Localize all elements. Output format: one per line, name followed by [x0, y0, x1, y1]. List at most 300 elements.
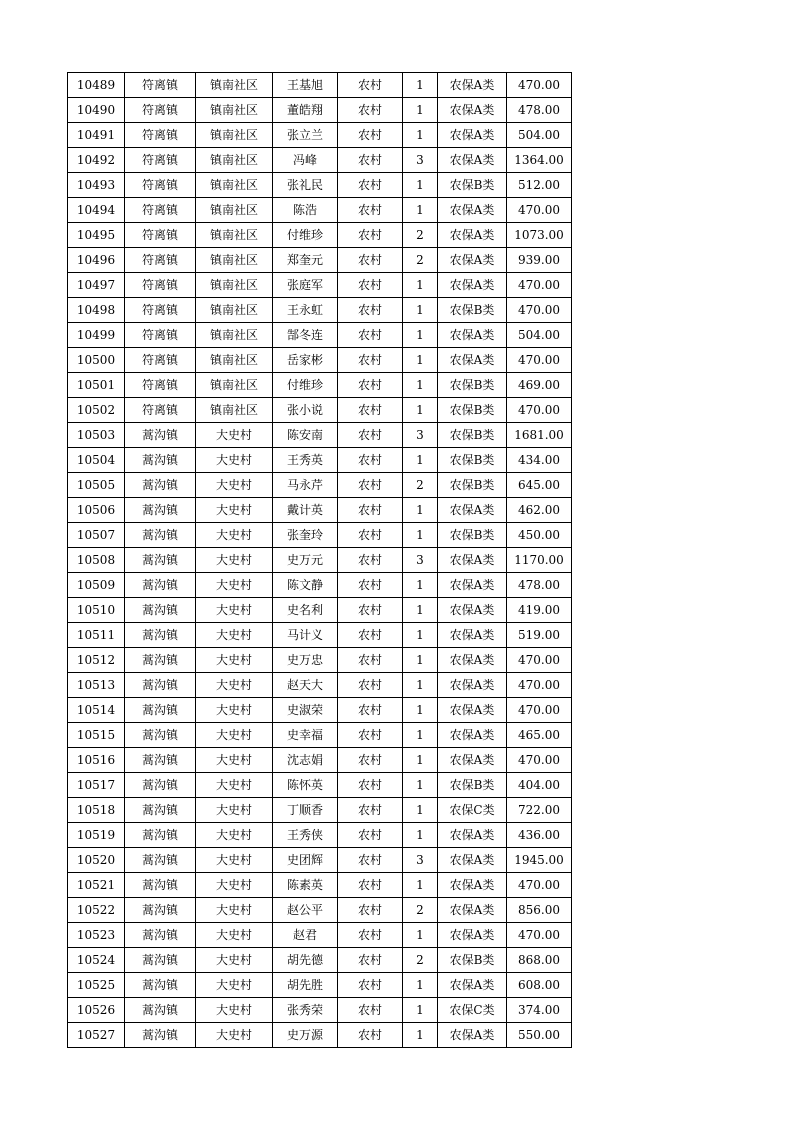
town-cell: 蒿沟镇 [125, 698, 196, 723]
record-id-cell: 10491 [68, 123, 125, 148]
village-cell: 镇南社区 [196, 323, 273, 348]
town-cell: 蒿沟镇 [125, 573, 196, 598]
village-cell: 大史村 [196, 898, 273, 923]
town-cell: 蒿沟镇 [125, 673, 196, 698]
record-id-cell: 10520 [68, 848, 125, 873]
household-type-cell: 农村 [338, 723, 403, 748]
person-count-cell: 1 [403, 873, 438, 898]
person-count-cell: 1 [403, 98, 438, 123]
table-row [68, 798, 572, 823]
village-cell: 大史村 [196, 823, 273, 848]
amount-cell: 470.00 [507, 673, 572, 698]
record-id-cell: 10498 [68, 298, 125, 323]
record-id-cell: 10489 [68, 73, 125, 98]
insurance-category-cell: 农保A类 [438, 848, 507, 873]
town-cell: 符离镇 [125, 198, 196, 223]
household-type-cell: 农村 [338, 373, 403, 398]
insurance-category-cell: 农保A类 [438, 748, 507, 773]
village-cell: 大史村 [196, 723, 273, 748]
name-cell: 陈安南 [273, 423, 338, 448]
town-cell: 符离镇 [125, 73, 196, 98]
insurance-category-cell: 农保A类 [438, 98, 507, 123]
record-id-cell: 10525 [68, 973, 125, 998]
amount-cell: 478.00 [507, 98, 572, 123]
record-id-cell: 10500 [68, 348, 125, 373]
record-id-cell: 10501 [68, 373, 125, 398]
amount-cell: 436.00 [507, 823, 572, 848]
table-row [68, 173, 572, 198]
village-cell: 大史村 [196, 548, 273, 573]
insurance-category-cell: 农保A类 [438, 323, 507, 348]
person-count-cell: 1 [403, 673, 438, 698]
record-id-cell: 10509 [68, 573, 125, 598]
person-count-cell: 1 [403, 723, 438, 748]
record-id-cell: 10526 [68, 998, 125, 1023]
person-count-cell: 1 [403, 498, 438, 523]
town-cell: 蒿沟镇 [125, 973, 196, 998]
village-cell: 大史村 [196, 523, 273, 548]
record-id-cell: 10495 [68, 223, 125, 248]
person-count-cell: 1 [403, 523, 438, 548]
table-row [68, 698, 572, 723]
town-cell: 蒿沟镇 [125, 773, 196, 798]
insurance-category-cell: 农保A类 [438, 123, 507, 148]
person-count-cell: 2 [403, 223, 438, 248]
insurance-category-cell: 农保C类 [438, 798, 507, 823]
table-row [68, 923, 572, 948]
record-id-cell: 10516 [68, 748, 125, 773]
amount-cell: 469.00 [507, 373, 572, 398]
name-cell: 史名利 [273, 598, 338, 623]
table-row [68, 298, 572, 323]
benefit-roster-table [67, 72, 572, 1048]
table-row [68, 448, 572, 473]
record-id-cell: 10511 [68, 623, 125, 648]
amount-cell: 1364.00 [507, 148, 572, 173]
record-id-cell: 10524 [68, 948, 125, 973]
table-row [68, 823, 572, 848]
table-row [68, 523, 572, 548]
household-type-cell: 农村 [338, 98, 403, 123]
name-cell: 马永芹 [273, 473, 338, 498]
name-cell: 冯峰 [273, 148, 338, 173]
household-type-cell: 农村 [338, 198, 403, 223]
insurance-category-cell: 农保A类 [438, 498, 507, 523]
insurance-category-cell: 农保A类 [438, 823, 507, 848]
amount-cell: 608.00 [507, 973, 572, 998]
record-id-cell: 10523 [68, 923, 125, 948]
insurance-category-cell: 农保B类 [438, 473, 507, 498]
record-id-cell: 10515 [68, 723, 125, 748]
household-type-cell: 农村 [338, 898, 403, 923]
household-type-cell: 农村 [338, 223, 403, 248]
village-cell: 大史村 [196, 498, 273, 523]
town-cell: 蒿沟镇 [125, 623, 196, 648]
name-cell: 陈怀英 [273, 773, 338, 798]
name-cell: 王永虹 [273, 298, 338, 323]
amount-cell: 1170.00 [507, 548, 572, 573]
amount-cell: 470.00 [507, 298, 572, 323]
village-cell: 大史村 [196, 648, 273, 673]
town-cell: 符离镇 [125, 173, 196, 198]
person-count-cell: 1 [403, 598, 438, 623]
village-cell: 大史村 [196, 473, 273, 498]
town-cell: 蒿沟镇 [125, 423, 196, 448]
household-type-cell: 农村 [338, 873, 403, 898]
record-id-cell: 10499 [68, 323, 125, 348]
record-id-cell: 10503 [68, 423, 125, 448]
record-id-cell: 10519 [68, 823, 125, 848]
household-type-cell: 农村 [338, 548, 403, 573]
table-row [68, 673, 572, 698]
record-id-cell: 10505 [68, 473, 125, 498]
insurance-category-cell: 农保A类 [438, 223, 507, 248]
insurance-category-cell: 农保A类 [438, 923, 507, 948]
village-cell: 大史村 [196, 973, 273, 998]
table-row [68, 473, 572, 498]
record-id-cell: 10496 [68, 248, 125, 273]
amount-cell: 404.00 [507, 773, 572, 798]
town-cell: 蒿沟镇 [125, 648, 196, 673]
town-cell: 蒿沟镇 [125, 848, 196, 873]
insurance-category-cell: 农保B类 [438, 523, 507, 548]
insurance-category-cell: 农保B类 [438, 173, 507, 198]
person-count-cell: 1 [403, 623, 438, 648]
town-cell: 符离镇 [125, 298, 196, 323]
table-row [68, 373, 572, 398]
town-cell: 符离镇 [125, 273, 196, 298]
person-count-cell: 1 [403, 923, 438, 948]
table-row [68, 648, 572, 673]
town-cell: 蒿沟镇 [125, 723, 196, 748]
village-cell: 大史村 [196, 448, 273, 473]
person-count-cell: 1 [403, 573, 438, 598]
town-cell: 符离镇 [125, 123, 196, 148]
table-row [68, 248, 572, 273]
household-type-cell: 农村 [338, 298, 403, 323]
person-count-cell: 1 [403, 1023, 438, 1048]
table-row [68, 748, 572, 773]
insurance-category-cell: 农保A类 [438, 1023, 507, 1048]
person-count-cell: 2 [403, 948, 438, 973]
insurance-category-cell: 农保B类 [438, 948, 507, 973]
village-cell: 大史村 [196, 423, 273, 448]
household-type-cell: 农村 [338, 123, 403, 148]
table-row [68, 1023, 572, 1048]
village-cell: 镇南社区 [196, 398, 273, 423]
village-cell: 大史村 [196, 698, 273, 723]
amount-cell: 478.00 [507, 573, 572, 598]
insurance-category-cell: 农保B类 [438, 448, 507, 473]
person-count-cell: 1 [403, 123, 438, 148]
table-row [68, 898, 572, 923]
village-cell: 大史村 [196, 1023, 273, 1048]
table-row [68, 723, 572, 748]
table-row [68, 148, 572, 173]
amount-cell: 450.00 [507, 523, 572, 548]
amount-cell: 722.00 [507, 798, 572, 823]
record-id-cell: 10510 [68, 598, 125, 623]
village-cell: 大史村 [196, 748, 273, 773]
town-cell: 符离镇 [125, 98, 196, 123]
amount-cell: 512.00 [507, 173, 572, 198]
insurance-category-cell: 农保A类 [438, 873, 507, 898]
household-type-cell: 农村 [338, 173, 403, 198]
record-id-cell: 10493 [68, 173, 125, 198]
person-count-cell: 1 [403, 823, 438, 848]
amount-cell: 645.00 [507, 473, 572, 498]
name-cell: 郜冬连 [273, 323, 338, 348]
insurance-category-cell: 农保B类 [438, 773, 507, 798]
town-cell: 蒿沟镇 [125, 923, 196, 948]
amount-cell: 856.00 [507, 898, 572, 923]
village-cell: 镇南社区 [196, 148, 273, 173]
town-cell: 符离镇 [125, 148, 196, 173]
record-id-cell: 10494 [68, 198, 125, 223]
household-type-cell: 农村 [338, 423, 403, 448]
name-cell: 史万源 [273, 1023, 338, 1048]
name-cell: 张小说 [273, 398, 338, 423]
name-cell: 岳家彬 [273, 348, 338, 373]
person-count-cell: 2 [403, 248, 438, 273]
name-cell: 董皓翔 [273, 98, 338, 123]
village-cell: 大史村 [196, 798, 273, 823]
record-id-cell: 10517 [68, 773, 125, 798]
household-type-cell: 农村 [338, 248, 403, 273]
household-type-cell: 农村 [338, 73, 403, 98]
table-row [68, 573, 572, 598]
amount-cell: 550.00 [507, 1023, 572, 1048]
name-cell: 胡先德 [273, 948, 338, 973]
household-type-cell: 农村 [338, 623, 403, 648]
amount-cell: 465.00 [507, 723, 572, 748]
town-cell: 符离镇 [125, 373, 196, 398]
amount-cell: 470.00 [507, 398, 572, 423]
amount-cell: 1945.00 [507, 848, 572, 873]
insurance-category-cell: 农保A类 [438, 648, 507, 673]
town-cell: 蒿沟镇 [125, 523, 196, 548]
amount-cell: 470.00 [507, 873, 572, 898]
person-count-cell: 1 [403, 748, 438, 773]
table-row [68, 323, 572, 348]
household-type-cell: 农村 [338, 823, 403, 848]
record-id-cell: 10527 [68, 1023, 125, 1048]
household-type-cell: 农村 [338, 498, 403, 523]
village-cell: 大史村 [196, 598, 273, 623]
insurance-category-cell: 农保A类 [438, 148, 507, 173]
name-cell: 陈素英 [273, 873, 338, 898]
name-cell: 张秀荣 [273, 998, 338, 1023]
person-count-cell: 1 [403, 998, 438, 1023]
household-type-cell: 农村 [338, 948, 403, 973]
town-cell: 蒿沟镇 [125, 998, 196, 1023]
insurance-category-cell: 农保A类 [438, 623, 507, 648]
town-cell: 蒿沟镇 [125, 823, 196, 848]
insurance-category-cell: 农保A类 [438, 248, 507, 273]
amount-cell: 504.00 [507, 323, 572, 348]
insurance-category-cell: 农保B类 [438, 423, 507, 448]
person-count-cell: 1 [403, 198, 438, 223]
household-type-cell: 农村 [338, 998, 403, 1023]
household-type-cell: 农村 [338, 698, 403, 723]
person-count-cell: 1 [403, 298, 438, 323]
amount-cell: 470.00 [507, 73, 572, 98]
insurance-category-cell: 农保A类 [438, 723, 507, 748]
household-type-cell: 农村 [338, 673, 403, 698]
town-cell: 符离镇 [125, 348, 196, 373]
amount-cell: 374.00 [507, 998, 572, 1023]
person-count-cell: 1 [403, 348, 438, 373]
insurance-category-cell: 农保A类 [438, 698, 507, 723]
household-type-cell: 农村 [338, 648, 403, 673]
town-cell: 蒿沟镇 [125, 1023, 196, 1048]
person-count-cell: 3 [403, 848, 438, 873]
amount-cell: 939.00 [507, 248, 572, 273]
town-cell: 蒿沟镇 [125, 873, 196, 898]
person-count-cell: 1 [403, 73, 438, 98]
table-row [68, 398, 572, 423]
household-type-cell: 农村 [338, 448, 403, 473]
household-type-cell: 农村 [338, 398, 403, 423]
table-row [68, 948, 572, 973]
name-cell: 王秀英 [273, 448, 338, 473]
name-cell: 丁顺香 [273, 798, 338, 823]
village-cell: 镇南社区 [196, 348, 273, 373]
person-count-cell: 2 [403, 473, 438, 498]
town-cell: 蒿沟镇 [125, 748, 196, 773]
record-id-cell: 10522 [68, 898, 125, 923]
name-cell: 胡先胜 [273, 973, 338, 998]
amount-cell: 470.00 [507, 348, 572, 373]
town-cell: 符离镇 [125, 223, 196, 248]
village-cell: 大史村 [196, 673, 273, 698]
household-type-cell: 农村 [338, 773, 403, 798]
record-id-cell: 10492 [68, 148, 125, 173]
name-cell: 张礼民 [273, 173, 338, 198]
amount-cell: 434.00 [507, 448, 572, 473]
village-cell: 大史村 [196, 948, 273, 973]
name-cell: 史淑荣 [273, 698, 338, 723]
table-row [68, 423, 572, 448]
record-id-cell: 10507 [68, 523, 125, 548]
town-cell: 符离镇 [125, 248, 196, 273]
table-row [68, 223, 572, 248]
insurance-category-cell: 农保A类 [438, 973, 507, 998]
household-type-cell: 农村 [338, 798, 403, 823]
insurance-category-cell: 农保A类 [438, 273, 507, 298]
table-row [68, 598, 572, 623]
record-id-cell: 10490 [68, 98, 125, 123]
person-count-cell: 1 [403, 773, 438, 798]
table-row [68, 623, 572, 648]
name-cell: 付维珍 [273, 223, 338, 248]
town-cell: 符离镇 [125, 323, 196, 348]
village-cell: 镇南社区 [196, 123, 273, 148]
name-cell: 戴计英 [273, 498, 338, 523]
name-cell: 付维珍 [273, 373, 338, 398]
person-count-cell: 2 [403, 898, 438, 923]
insurance-category-cell: 农保A类 [438, 548, 507, 573]
table-body [68, 73, 572, 1048]
name-cell: 王基旭 [273, 73, 338, 98]
name-cell: 张庭军 [273, 273, 338, 298]
amount-cell: 504.00 [507, 123, 572, 148]
name-cell: 史幸福 [273, 723, 338, 748]
person-count-cell: 1 [403, 273, 438, 298]
person-count-cell: 1 [403, 973, 438, 998]
table-row [68, 548, 572, 573]
household-type-cell: 农村 [338, 573, 403, 598]
insurance-category-cell: 农保A类 [438, 348, 507, 373]
village-cell: 大史村 [196, 623, 273, 648]
village-cell: 镇南社区 [196, 73, 273, 98]
household-type-cell: 农村 [338, 748, 403, 773]
table-row [68, 73, 572, 98]
village-cell: 大史村 [196, 573, 273, 598]
insurance-category-cell: 农保B类 [438, 398, 507, 423]
town-cell: 蒿沟镇 [125, 498, 196, 523]
town-cell: 蒿沟镇 [125, 548, 196, 573]
amount-cell: 470.00 [507, 923, 572, 948]
table-row [68, 873, 572, 898]
amount-cell: 470.00 [507, 648, 572, 673]
insurance-category-cell: 农保B类 [438, 373, 507, 398]
insurance-category-cell: 农保A类 [438, 73, 507, 98]
insurance-category-cell: 农保A类 [438, 673, 507, 698]
table-row [68, 498, 572, 523]
name-cell: 史万元 [273, 548, 338, 573]
town-cell: 蒿沟镇 [125, 448, 196, 473]
village-cell: 大史村 [196, 848, 273, 873]
household-type-cell: 农村 [338, 148, 403, 173]
household-type-cell: 农村 [338, 1023, 403, 1048]
person-count-cell: 1 [403, 323, 438, 348]
name-cell: 赵天大 [273, 673, 338, 698]
record-id-cell: 10513 [68, 673, 125, 698]
household-type-cell: 农村 [338, 598, 403, 623]
name-cell: 史团辉 [273, 848, 338, 873]
amount-cell: 1681.00 [507, 423, 572, 448]
table-row [68, 973, 572, 998]
name-cell: 史万忠 [273, 648, 338, 673]
village-cell: 镇南社区 [196, 173, 273, 198]
name-cell: 郑奎元 [273, 248, 338, 273]
person-count-cell: 1 [403, 398, 438, 423]
table-row [68, 348, 572, 373]
table-row [68, 998, 572, 1023]
village-cell: 镇南社区 [196, 198, 273, 223]
person-count-cell: 3 [403, 548, 438, 573]
household-type-cell: 农村 [338, 348, 403, 373]
village-cell: 镇南社区 [196, 248, 273, 273]
town-cell: 蒿沟镇 [125, 598, 196, 623]
name-cell: 沈志娟 [273, 748, 338, 773]
amount-cell: 868.00 [507, 948, 572, 973]
town-cell: 符离镇 [125, 398, 196, 423]
household-type-cell: 农村 [338, 523, 403, 548]
person-count-cell: 3 [403, 423, 438, 448]
village-cell: 镇南社区 [196, 298, 273, 323]
household-type-cell: 农村 [338, 973, 403, 998]
table-row [68, 273, 572, 298]
village-cell: 大史村 [196, 923, 273, 948]
person-count-cell: 1 [403, 698, 438, 723]
insurance-category-cell: 农保A类 [438, 598, 507, 623]
record-id-cell: 10514 [68, 698, 125, 723]
record-id-cell: 10497 [68, 273, 125, 298]
village-cell: 镇南社区 [196, 273, 273, 298]
village-cell: 镇南社区 [196, 373, 273, 398]
